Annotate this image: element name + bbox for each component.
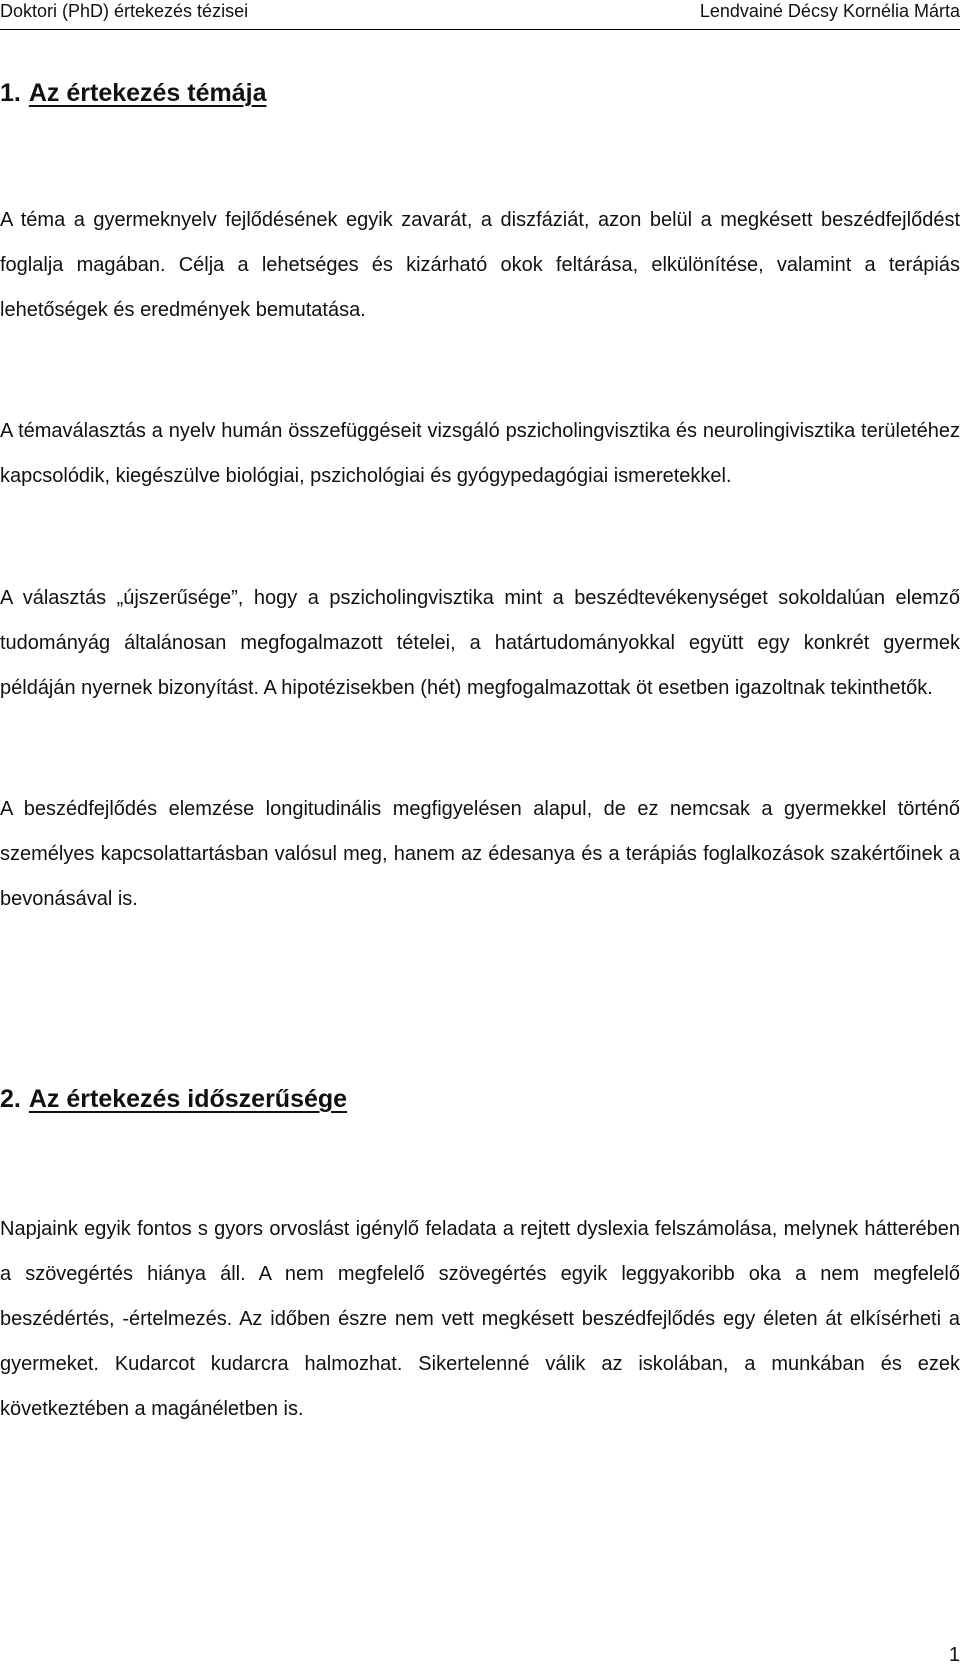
section-1-paragraph-1: A téma a gyermeknyelv fejlődésének egyik zavarát, a diszfáziát, azon belül a megkésett beszédfejlődést foglalja magában. Célja a lehetséges és kizárható okok feltárása, elkülönítése, valamint a terápiás lehetőségek és eredmények bemutatása. [0, 209, 960, 321]
section-2-title: Az értekezés időszerűsége [28, 1085, 348, 1113]
header-divider [0, 29, 960, 30]
section-1-heading [0, 78, 267, 108]
page-header [0, 0, 960, 22]
section-1-paragraph-3: A választás „újszerűsége”, hogy a pszicholingvisztika mint a beszédtevékenységet sokoldalúan elemző tudományág általánosan megfogalmazott tételei, a határtudományokkal együtt egy konkrét gyermek példáján nyernek bizonyítást. A hipotézisekben (hét) megfogalmazottak öt esetben igazoltnak tekinthetők. [0, 587, 960, 699]
header-author: Lendvainé Décsy Kornélia Márta [699, 1, 960, 21]
section-2-paragraph-1: Napjaink egyik fontos s gyors orvoslást igénylő feladata a rejtett dyslexia felszámolása, melynek hátterében a szövegértés hiánya áll. A nem megfelelő szövegértés egyik leggyakoribb oka a nem megfelelő beszédértés, -értelmezés. Az időben észre nem vett megkésett beszédfejlődés egy életen át elkísérheti a gyermeket. Kudarcot kudarcra halmozhat. Sikertelenné válik az iskolában, a munkában és ezek következtében a magánéletben is. [0, 1218, 960, 1420]
section-1-title: Az értekezés témája [28, 79, 267, 107]
page-number: 1 [948, 1644, 960, 1666]
section-1-number: 1. [0, 79, 21, 107]
section-1-paragraph-4: A beszédfejlődés elemzése longitudinális megfigyelésen alapul, de ez nemcsak a gyermekkel történő személyes kapcsolattartásban valósul meg, hanem az édesanya és a terápiás foglalkozások szakértőinek a bevonásával is. [0, 798, 960, 910]
header-document-type: Doktori (PhD) értekezés tézisei [0, 1, 249, 21]
section-2-heading [0, 1084, 347, 1114]
section-2-number: 2. [0, 1085, 21, 1113]
section-1-paragraph-2: A témaválasztás a nyelv humán összefüggéseit vizsgáló pszicholingvisztika és neurolingivisztika területéhez kapcsolódik, kiegészülve biológiai, pszichológiai és gyógypedagógiai ismeretekkel. [0, 420, 960, 487]
